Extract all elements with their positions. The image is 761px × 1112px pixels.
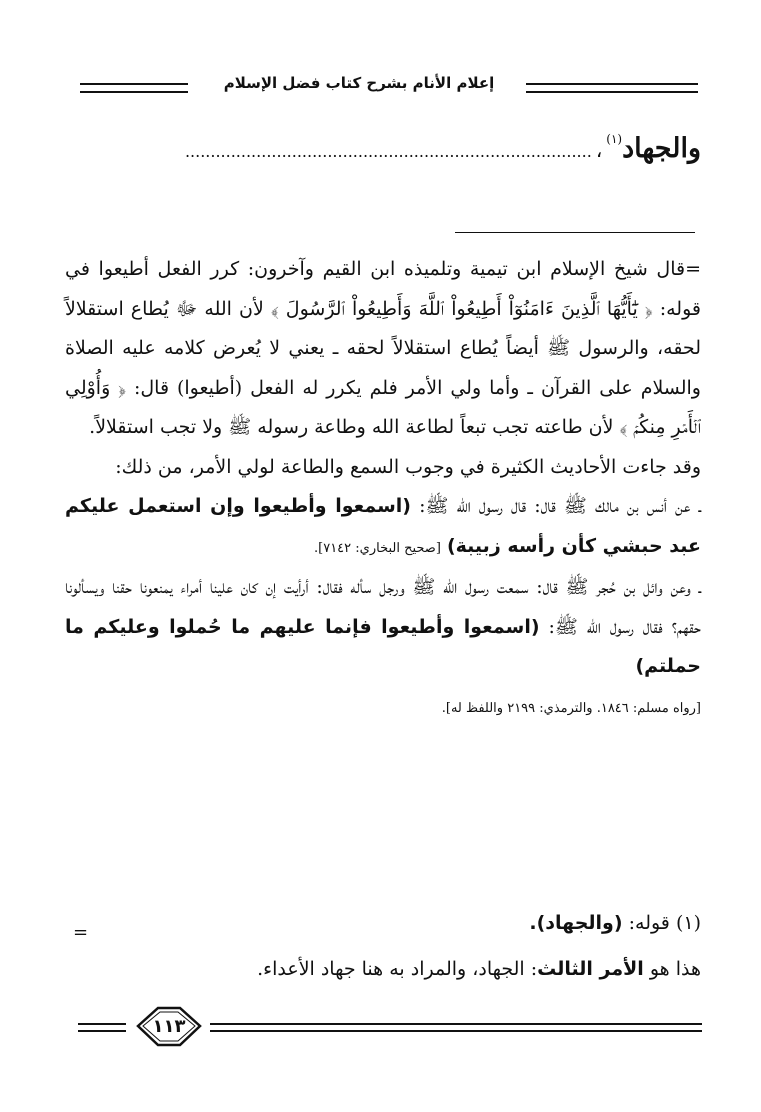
text-run: ـ وعن وائل بن حُجر ﷺ قال: سمعت رسول الله ﷺ ورجل سأله فقال: أرأيت إن كان علينا أمراء يمنعونا حقنا ويسألونا حقهم؟ فقال رسول الله ﷺ: bbox=[65, 576, 701, 638]
paragraph bbox=[65, 448, 701, 488]
citation: [رواه مسلم: ١٨٤٦. والترمذي: ٢١٩٩ واللفظ له]. bbox=[441, 700, 701, 716]
footnote-text-b: : الجهاد، والمراد به هنا جهاد الأعداء. bbox=[257, 958, 538, 980]
note-separator bbox=[455, 232, 695, 233]
hadith-text: (اسمعوا وأطيعوا فإنما عليهم ما حُملوا وعليكم ما حملتم) bbox=[65, 615, 701, 677]
topic-dots: ................................................................................ bbox=[184, 142, 592, 161]
footnote-line-1 bbox=[65, 900, 701, 946]
text-run: وقد جاءت الأحاديث الكثيرة في وجوب السمع والطاعة لولي الأمر، من ذلك: bbox=[115, 455, 701, 478]
text-run: ـ عن أنس بن مالك ﷺ قال: قال رسول الله ﷺ: bbox=[411, 495, 701, 517]
footnote-number: (١) bbox=[675, 912, 701, 934]
topic-word: والجهاد bbox=[622, 133, 701, 164]
paragraph bbox=[65, 487, 701, 568]
footnote-text-a: هذا هو bbox=[649, 958, 701, 980]
footer-rule-left bbox=[78, 1023, 126, 1032]
footnote-bold: الأمر الثالث bbox=[537, 958, 644, 980]
paragraph bbox=[65, 250, 701, 448]
citation: [صحيح البخاري: ٧١٤٢]. bbox=[314, 540, 441, 556]
footnote-block bbox=[65, 900, 701, 992]
continuation-mark: = bbox=[73, 922, 89, 943]
footer-rule-right bbox=[210, 1023, 702, 1032]
running-header bbox=[80, 72, 698, 100]
paragraph bbox=[65, 687, 701, 729]
topic-line bbox=[81, 132, 701, 168]
hadith-text: (اسمعوا وأطيعوا وإن استعمل عليكم عبد حبشي كأن رأسه زبيبة) bbox=[65, 495, 701, 557]
main-text bbox=[65, 250, 701, 728]
text-run: =قال شيخ الإسلام ابن تيمية وتلميذه ابن القيم وآخرون: كرر الفعل أطيعوا في قوله: ﴿ يَٰٓأَيُّهَا ٱلَّذِينَ ءَامَنُوٓاْ أَطِيعُواْ ٱللَّهَ وَأَطِيعُواْ ٱلرَّسُولَ ﴾ لأن الله ﷻ يُطاع استقلالاً لحقه، والرسول ﷺ أيضاً يُطاع استقلالاً لحقه ـ يعني لا يُعرض كلامه عليه الصلاة والسلام على القرآن ـ وأما ولي الأمر فلم يكرر له الفعل (أطيعوا) قال: ﴿ وَأُوْلِي ٱلۡأَمۡرِ مِنكُمۡ ﴾ لأن طاعته تجب تبعاً لطاعة الله وطاعة رسوله ﷺ ولا تجب استقلالاً. bbox=[65, 258, 701, 438]
paragraph bbox=[65, 568, 701, 687]
header-rule-right bbox=[526, 83, 698, 93]
header-rule-left bbox=[80, 83, 188, 93]
footnote-line-2 bbox=[65, 946, 701, 992]
footnote-ref[interactable]: (١) bbox=[606, 132, 623, 146]
page-number: ١١٣ bbox=[152, 1016, 186, 1037]
header-title: إعلام الأنام بشرح كتاب فضل الإسلام bbox=[223, 74, 495, 92]
footnote-quote: (والجهاد). bbox=[529, 912, 623, 934]
page-footer bbox=[78, 1004, 702, 1054]
footnote-label: قوله: bbox=[628, 912, 670, 934]
topic-comma: ، bbox=[595, 138, 603, 162]
